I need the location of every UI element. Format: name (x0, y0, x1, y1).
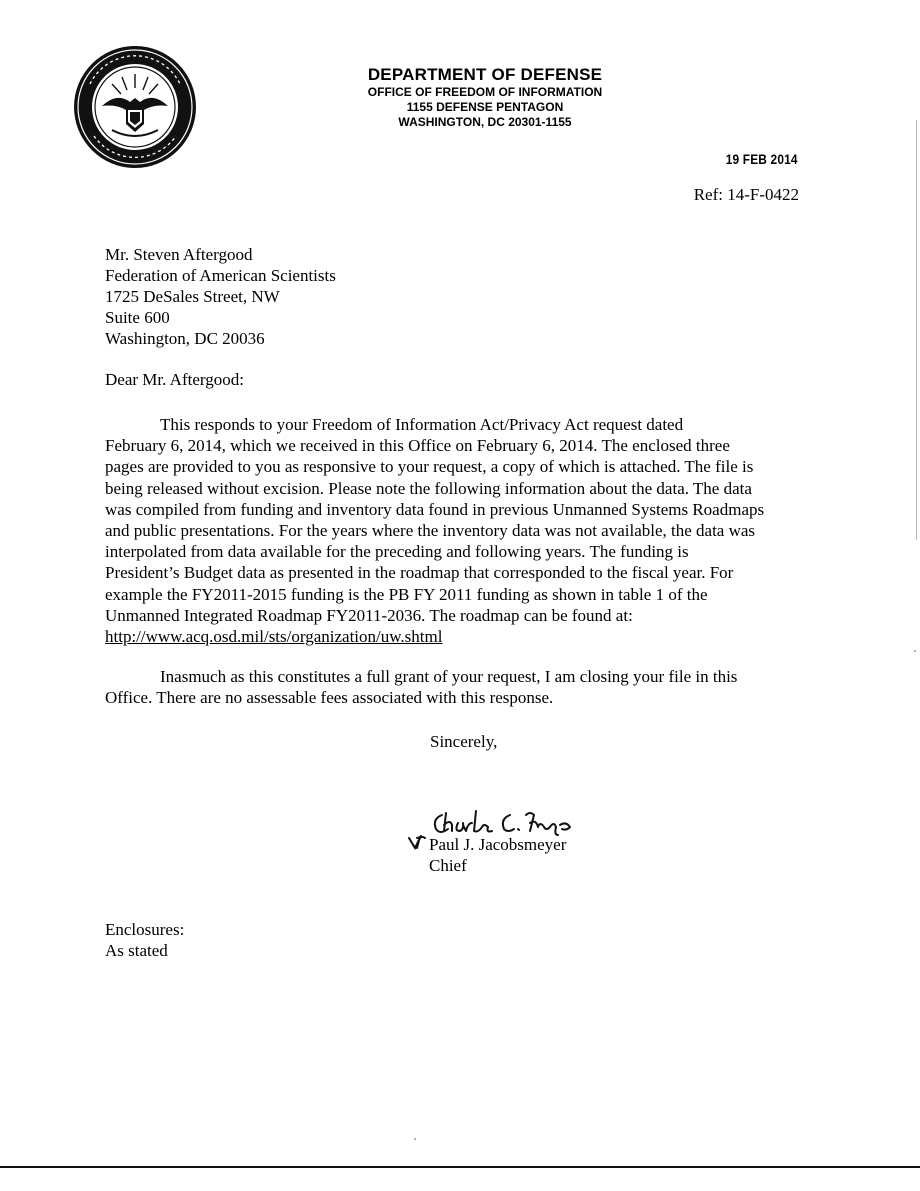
scan-edge-line (916, 120, 917, 540)
paragraph-line: was compiled from funding and inventory data found in previous Unmanned Systems Roadmaps (105, 499, 765, 519)
letterhead (300, 64, 670, 130)
paragraph-line: Office. There are no assessable fees associated with this response. (105, 688, 554, 708)
date-stamp: 19 FEB 2014 (726, 151, 798, 167)
recipient-address (105, 244, 336, 349)
office-name: OFFICE OF FREEDOM OF INFORMATION (367, 85, 603, 99)
office-city: WASHINGTON, DC 20301-1155 (398, 115, 572, 129)
enclosures-label: Enclosures: (105, 920, 185, 939)
bottom-rule (0, 1166, 920, 1168)
paragraph-line: Unmanned Integrated Roadmap FY2011-2036. The roadmap can be found at: (105, 605, 633, 625)
paragraph-line: This responds to your Freedom of Information Act/Privacy Act request dated (160, 415, 684, 434)
recipient-city: Washington, DC 20036 (105, 329, 265, 348)
scan-speck (914, 650, 916, 652)
enclosures-block (105, 919, 184, 961)
paragraph-line: February 6, 2014, which we received in this Office on February 6, 2014. The enclosed three (105, 436, 730, 456)
recipient-street: 1725 DeSales Street, NW (105, 287, 280, 306)
reference-number: Ref: 14-F-0422 (693, 185, 799, 204)
recipient-name: Mr. Steven Aftergood (105, 245, 253, 264)
closing: Sincerely, (430, 732, 498, 751)
paragraph-line: example the FY2011-2015 funding is the PB FY 2011 funding as shown in table 1 of the (105, 584, 708, 604)
roadmap-url-link[interactable]: http://www.acq.osd.mil/sts/organization/uw.shtml (105, 627, 443, 647)
body-paragraph-2 (105, 666, 805, 708)
paragraph-line: pages are provided to you as responsive to your request, a copy of which is attached. The file is (105, 457, 754, 477)
signer-title: Chief (429, 856, 467, 876)
salutation: Dear Mr. Aftergood: (105, 370, 244, 389)
dod-seal-icon (72, 44, 198, 170)
for-signature-mark-icon (407, 834, 427, 852)
office-street: 1155 DEFENSE PENTAGON (406, 100, 564, 114)
recipient-suite: Suite 600 (105, 308, 170, 327)
scan-speck (414, 1138, 416, 1140)
body-paragraph-1 (105, 414, 805, 647)
signer-name: Paul J. Jacobsmeyer (429, 835, 567, 854)
paragraph-line: interpolated from data available for the preceding and following years. The funding is (105, 542, 689, 562)
paragraph-line: Inasmuch as this constitutes a full grant of your request, I am closing your file in this (160, 667, 738, 686)
enclosures-value: As stated (105, 941, 168, 961)
recipient-organization: Federation of American Scientists (105, 266, 336, 285)
department-name: DEPARTMENT OF DEFENSE (367, 65, 603, 84)
signer-block (429, 834, 566, 876)
paragraph-line: President’s Budget data as presented in the roadmap that corresponded to the fiscal year. For (105, 563, 734, 583)
paragraph-line: being released without excision. Please note the following information about the data. The data (105, 478, 752, 498)
paragraph-line: and public presentations. For the years where the inventory data was not available, the data was (105, 521, 756, 541)
